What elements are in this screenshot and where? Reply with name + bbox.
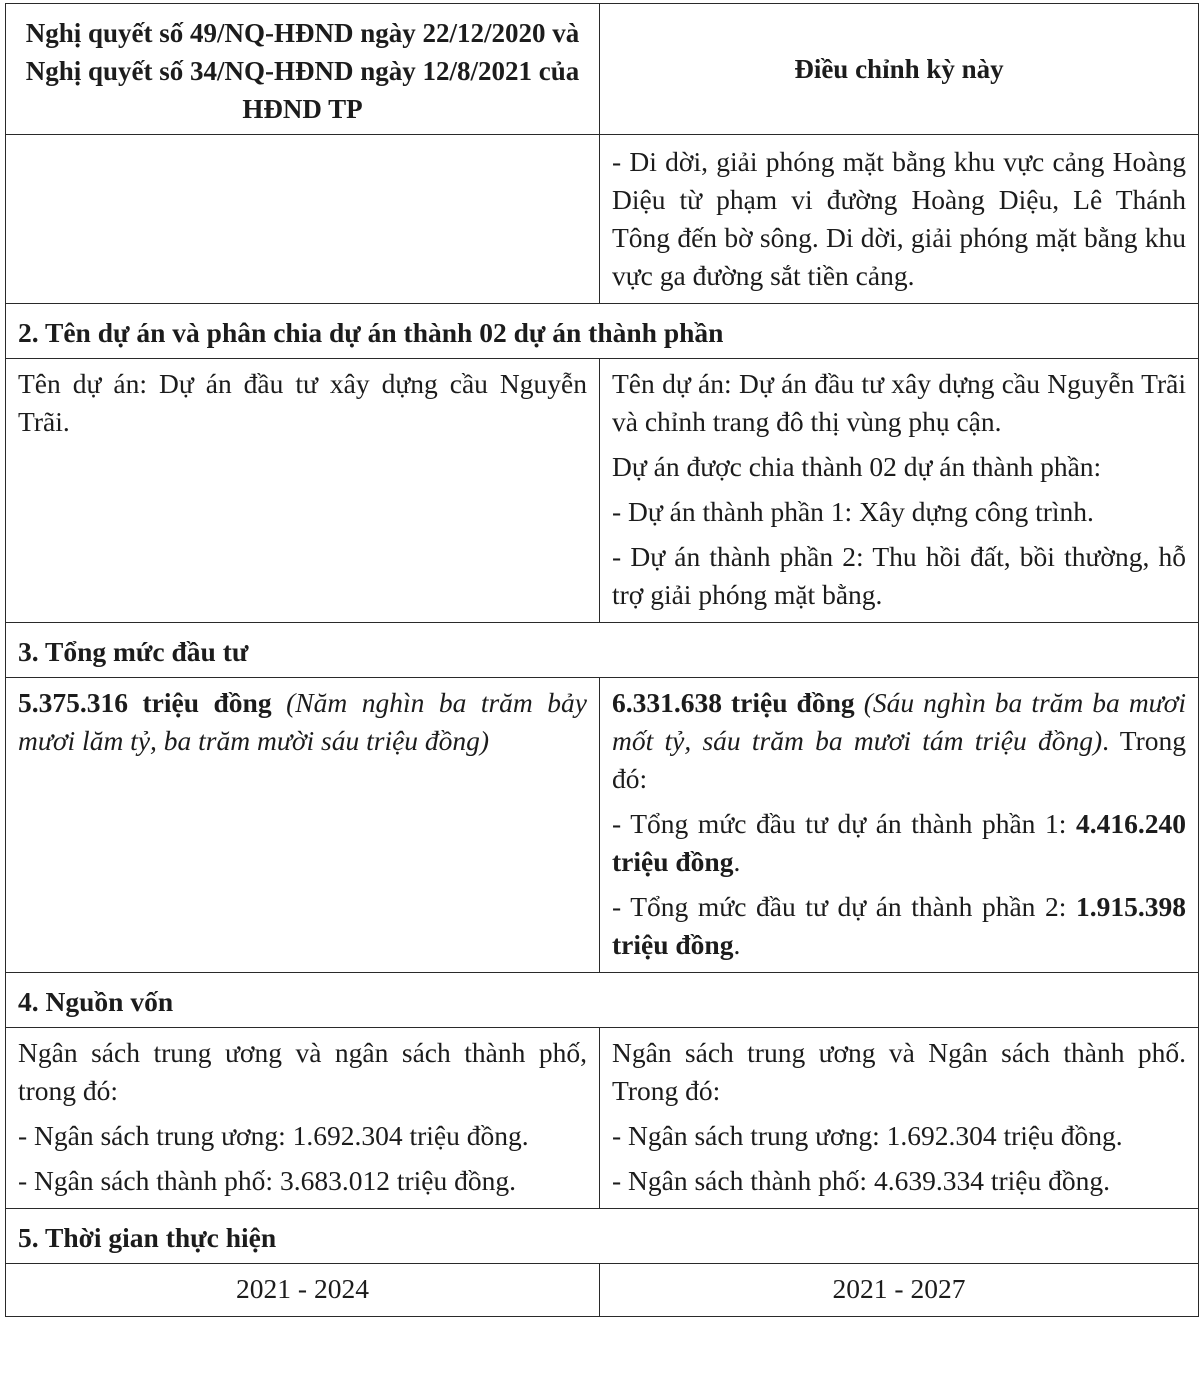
total-investment-new-words: (Sáu nghìn ba trăm ba mươi mốt tỷ, sáu trăm ba mươi tám triệu đồng) [612,687,1186,756]
timeline-new: 2021 - 2027 [600,1264,1199,1317]
funding-new-central: - Ngân sách trung ương: 1.692.304 triệu đồng. [612,1120,1123,1151]
section-2-row [6,359,1199,623]
comparison-table [5,3,1199,1317]
relocation-text: - Di dời, giải phóng mặt bằng khu vực cảng Hoàng Diệu từ phạm vi đường Hoàng Diệu, Lê Thánh Tông đến bờ sông. Di dời, giải phóng mặt bằng khu vực ga đường sắt tiền cảng. [612,146,1186,291]
total-investment-old-amount: 5.375.316 triệu đồng [18,687,272,718]
investment-component-2-value: 1.915.398 triệu đồng [612,891,1187,960]
section-2-right [600,359,1199,623]
total-investment-new-tail: . Trong đó: [612,725,1186,794]
section-4-row [6,1028,1199,1209]
section-3-left [6,678,600,973]
funding-old-central: - Ngân sách trung ương: 1.692.304 triệu đồng. [18,1120,529,1151]
section-4-right [600,1028,1199,1209]
investment-component-1-label: - Tổng mức đầu tư dự án thành phần 1: [612,808,1067,839]
project-name-new: Tên dự án: Dự án đầu tư xây dựng cầu Nguyễn Trãi và chỉnh trang đô thị vùng phụ cận. [612,368,1186,437]
section-3-title-row [6,623,1199,678]
investment-component-1-period: . [733,846,741,877]
section-2-title: 2. Tên dự án và phân chia dự án thành 02 dự án thành phần [6,304,1199,359]
section-2-left [6,359,600,623]
section-4-title-row [6,973,1199,1028]
funding-old-city: - Ngân sách thành phố: 3.683.012 triệu đồng. [18,1165,516,1196]
funding-new-intro: Ngân sách trung ương và Ngân sách thành phố. Trong đó: [612,1037,1186,1106]
total-investment-new-amount: 6.331.638 triệu đồng [612,687,855,718]
investment-component-2-period: . [733,929,741,960]
header-col-previous-resolution: Nghị quyết số 49/NQ-HĐND ngày 22/12/2020 và Nghị quyết số 34/NQ-HĐND ngày 12/8/2021 của HĐND TP [6,4,600,135]
section-4-left [6,1028,600,1209]
investment-component-2-label: - Tổng mức đầu tư dự án thành phần 2: [612,891,1067,922]
section-5-title: 5. Thời gian thực hiện [6,1209,1199,1264]
section-4-title: 4. Nguồn vốn [6,973,1199,1028]
component-project-2: - Dự án thành phần 2: Thu hồi đất, bồi thường, hỗ trợ giải phóng mặt bằng. [612,541,1186,610]
relocation-right [600,135,1199,304]
total-investment-old [18,684,587,760]
header-row [6,4,1199,135]
relocation-left-empty [6,135,600,304]
timeline-old: 2021 - 2024 [6,1264,600,1317]
header-col-adjustment: Điều chỉnh kỳ này [600,4,1199,135]
section-5-row [6,1264,1199,1317]
section-3-row [6,678,1199,973]
investment-component-2 [612,888,1186,964]
investment-component-1-value: 4.416.240 triệu đồng [612,808,1187,877]
section-2-title-row [6,304,1199,359]
section-3-title: 3. Tổng mức đầu tư [6,623,1199,678]
total-investment-new [612,684,1186,798]
project-split-intro: Dự án được chia thành 02 dự án thành phần: [612,451,1102,482]
component-project-1: - Dự án thành phần 1: Xây dựng công trình. [612,496,1094,527]
investment-component-1 [612,805,1186,881]
total-investment-old-words: (Năm nghìn ba trăm bảy mươi lăm tỷ, ba trăm mười sáu triệu đồng) [18,687,587,756]
funding-new-city: - Ngân sách thành phố: 4.639.334 triệu đồng. [612,1165,1110,1196]
section-3-right [600,678,1199,973]
section-5-title-row [6,1209,1199,1264]
funding-old-intro: Ngân sách trung ương và ngân sách thành phố, trong đó: [18,1037,587,1106]
relocation-row [6,135,1199,304]
project-name-old: Tên dự án: Dự án đầu tư xây dựng cầu Nguyễn Trãi. [18,368,587,437]
